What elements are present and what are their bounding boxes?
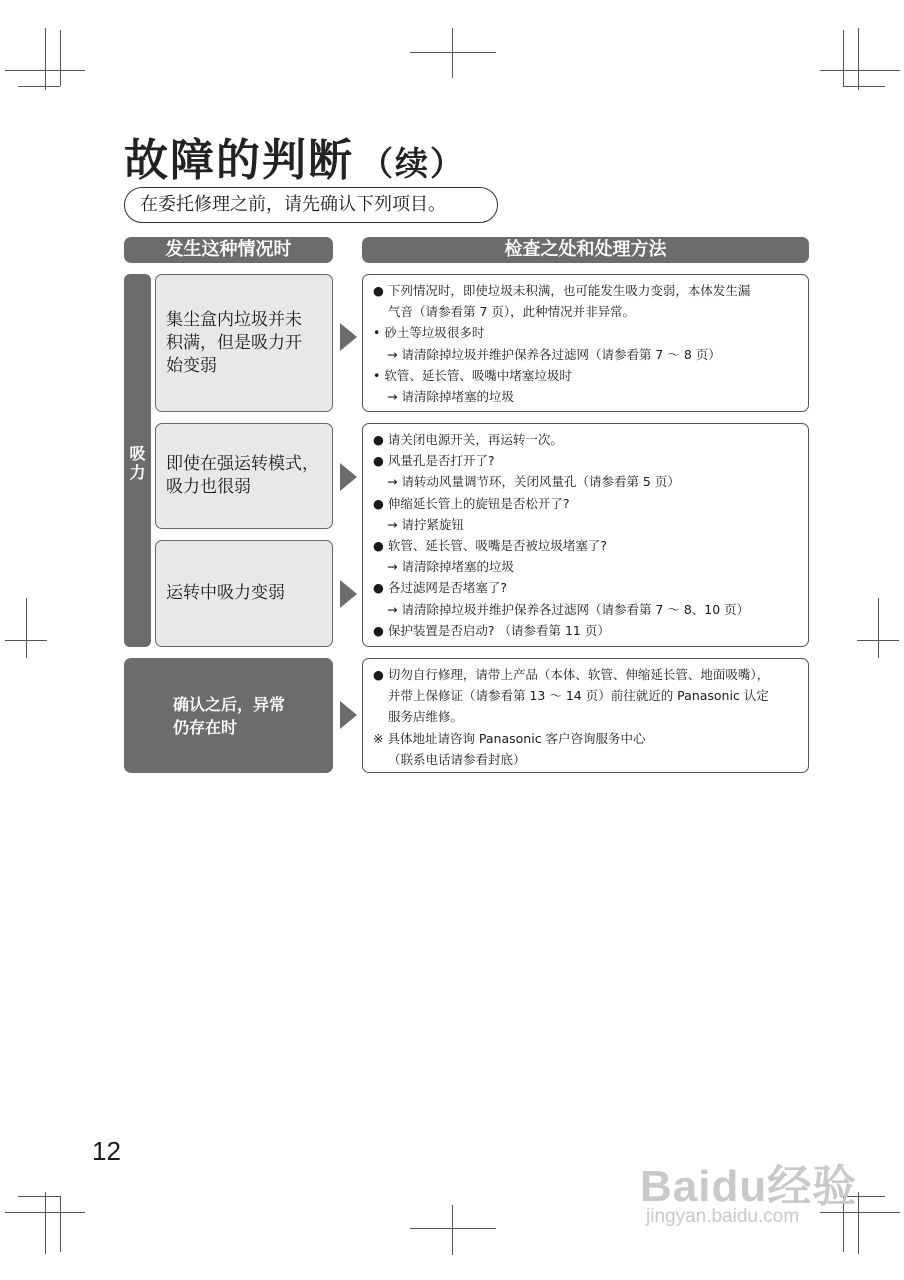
check-line: ● 切勿自行修理，请带上产品（本体、软管、伸缩延长管、地面吸嘴）， (373, 667, 770, 682)
crop-mark (878, 598, 879, 658)
crop-mark (843, 86, 885, 87)
situation-box (155, 423, 333, 529)
watermark-logo-text: Baidu经验 (640, 1162, 858, 1211)
check-line: ● 风量孔是否打开了? (373, 453, 495, 469)
situation-box (155, 540, 333, 647)
arrow-right-icon (340, 701, 357, 729)
arrow-right-icon (340, 323, 357, 351)
page-subtitle: 在委托修理之前，请先确认下列项目。 (124, 187, 498, 223)
crop-mark (60, 1196, 61, 1252)
situation-box (124, 658, 333, 773)
crop-mark (18, 1196, 60, 1197)
check-line: → 请清除掉堵塞的垃圾 (387, 389, 514, 405)
check-line: ※ 具体地址请咨询 Panasonic 客户咨询服务中心 (373, 730, 646, 746)
check-line: → 请拧紧旋钮 (387, 516, 464, 532)
check-line: ● 保护装置是否启动? （请参看第 11 页） (373, 622, 610, 638)
crop-mark (858, 28, 859, 90)
check-box (362, 274, 809, 412)
page-title-text: 故障的判断 (124, 135, 354, 186)
check-line: ● 伸缩延长管上的旋钮是否松开了? (373, 495, 570, 511)
check-line: • 砂土等垃圾很多时 (373, 325, 485, 341)
watermark-url: jingyan.baidu.com (646, 1206, 800, 1227)
check-line: ● 下列情况时，即使垃圾未积满，也可能发生吸力变弱，本体发生漏 (373, 283, 751, 298)
situation-text: 确认之后，异常仍存在时 (173, 694, 286, 737)
crop-mark (60, 30, 61, 86)
crop-mark (26, 598, 27, 658)
baidu-watermark-logo (640, 1150, 858, 1227)
crop-mark (843, 30, 844, 86)
check-line: （联系电话请参看封底） (388, 751, 526, 767)
header-situation: 发生这种情况时 (124, 237, 333, 263)
crop-mark (45, 28, 46, 90)
page-number: 12 (92, 1136, 121, 1166)
check-line: → 请转动风量调节环，关闭风量孔（请参看第 5 页） (387, 474, 680, 490)
crop-mark (820, 70, 900, 71)
check-line: ● 软管、延长管、吸嘴是否被垃圾堵塞了? (373, 538, 608, 554)
page-title (124, 124, 465, 188)
check-line: → 请清除掉垃圾并维护保养各过滤网（请参看第 7 ～ 8、10 页） (387, 601, 750, 617)
crop-mark (452, 1205, 453, 1255)
situation-text: 即使在强运转模式，吸力也很弱 (166, 454, 319, 497)
crop-mark (45, 1192, 46, 1254)
situation-box (155, 274, 333, 412)
situation-text: 集尘盒内垃圾并未积满，但是吸力开始变弱 (166, 309, 302, 376)
page-title-suffix: （续） (360, 144, 465, 183)
check-line: 气音（请参看第 7 页），此种情况并非异常。 (388, 304, 636, 320)
check-line: → 请清除掉垃圾并维护保养各过滤网（请参看第 7 ～ 8 页） (387, 346, 721, 362)
header-check: 检查之处和处理方法 (362, 237, 809, 263)
arrow-right-icon (340, 580, 357, 608)
check-box (362, 658, 809, 773)
crop-mark (858, 1192, 859, 1254)
situation-text: 运转中吸力变弱 (166, 583, 285, 603)
category-text: 吸力 (129, 444, 146, 482)
crop-mark (18, 86, 60, 87)
check-box (362, 423, 809, 647)
check-line: • 软管、延长管、吸嘴中堵塞垃圾时 (373, 367, 572, 383)
check-line: 并带上保修证（请参看第 13 ～ 14 页）前往就近的 Panasonic 认定 (388, 688, 769, 704)
check-line: → 请清除掉堵塞的垃圾 (387, 559, 514, 575)
category-label (124, 274, 151, 647)
crop-mark (452, 28, 453, 78)
arrow-right-icon (340, 463, 357, 491)
check-line: ● 各过滤网是否堵塞了? (373, 580, 508, 596)
check-line: 服务店维修。 (388, 709, 464, 725)
crop-mark (410, 1228, 496, 1229)
check-line: ● 请关闭电源开关，再运转一次。 (373, 432, 563, 447)
crop-mark (410, 52, 496, 53)
